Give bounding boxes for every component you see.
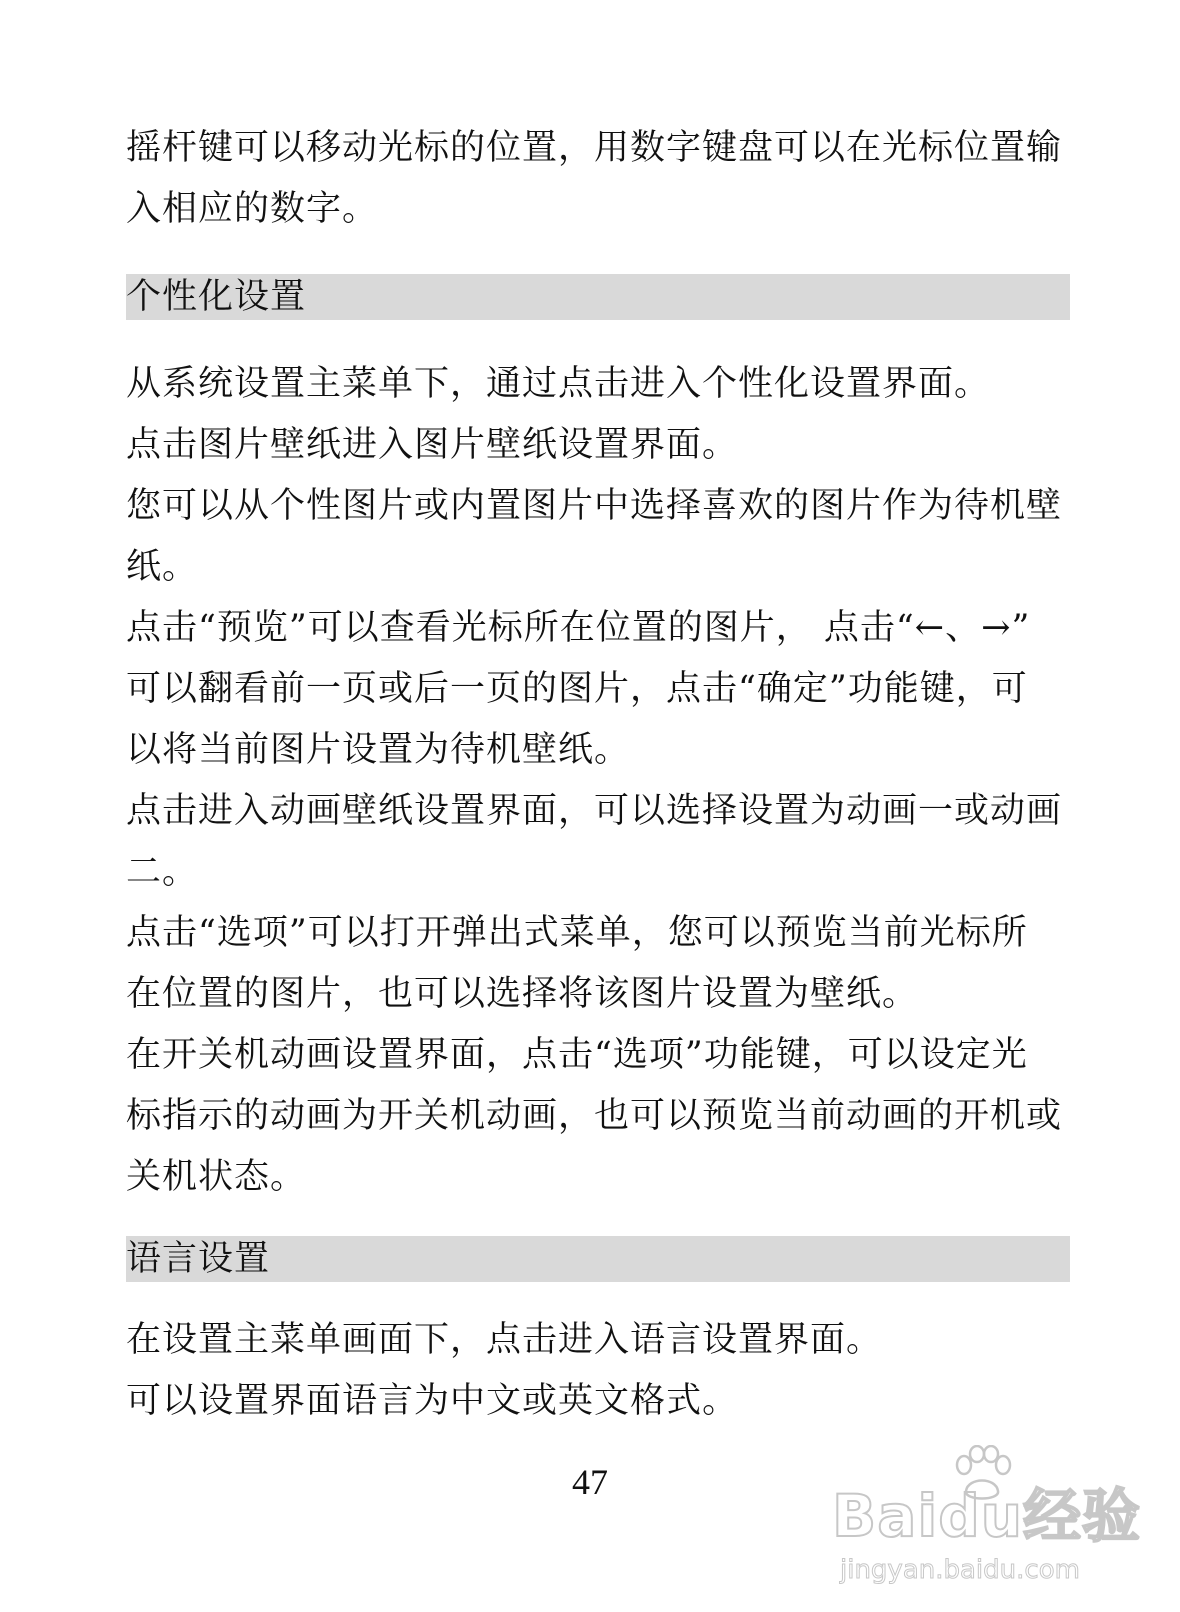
section-heading-personalization: 个性化设置 xyxy=(126,274,1070,320)
section1-line-12: 在开关机动画设置界面，点击“选项”功能键，可以设定光 xyxy=(126,1035,1028,1075)
section1-line-4: 纸。 xyxy=(126,547,199,587)
section1-line-8: 点击进入动画壁纸设置界面，可以选择设置为动画一或动画 xyxy=(126,791,1063,831)
intro-line-2: 入相应的数字。 xyxy=(126,189,379,229)
section-heading-language: 语言设置 xyxy=(126,1236,1070,1282)
section1-line-9: 二。 xyxy=(126,852,199,892)
section2-line-2-post: 格式。 xyxy=(630,1381,739,1421)
section1-line-3: 您可以从个性图片或内置图片中选择喜欢的图片作为待机壁 xyxy=(126,486,1063,526)
section1-line-10: 点击“选项”可以打开弹出式菜单，您可以预览当前光标所 xyxy=(126,913,1028,953)
section2-line-2 xyxy=(126,1371,1070,1432)
section1-line-13: 标指示的动画为开关机动画，也可以预览当前动画的开机或 xyxy=(126,1096,1063,1136)
section1-line-14: 关机状态。 xyxy=(126,1157,307,1197)
watermark-logo: Baidu经验 xyxy=(832,1482,1142,1550)
section1-line-11: 在位置的图片，也可以选择将该图片设置为壁纸。 xyxy=(126,974,919,1014)
section2-line-2-pre: 可以设置界面语言为 xyxy=(126,1381,451,1421)
section2-line-1: 在设置主菜单画面下，点击进入语言设置界面。 xyxy=(126,1320,883,1360)
language-option-english: 英文 xyxy=(558,1381,631,1421)
watermark-url: jingyan.baidu.com xyxy=(840,1555,1080,1585)
section1-line-6: 可以翻看前一页或后一页的图片，点击“确定”功能键，可 xyxy=(126,669,1028,709)
section2-line-2-mid: 或 xyxy=(522,1381,559,1421)
baidu-watermark xyxy=(832,1445,1142,1595)
section1-line-7: 以将当前图片设置为待机壁纸。 xyxy=(126,730,631,770)
intro-line-1: 摇杆键可以移动光标的位置，用数字键盘可以在光标位置输 xyxy=(126,128,1063,168)
section1-line-5: 点击“预览”可以查看光标所在位置的图片， 点击“←、→” xyxy=(126,608,1031,648)
section1-line-2: 点击图片壁纸进入图片壁纸设置界面。 xyxy=(126,425,739,465)
language-option-chinese: 中文 xyxy=(450,1381,523,1421)
page-content xyxy=(126,118,1070,1432)
section1-line-1: 从系统设置主菜单下，通过点击进入个性化设置界面。 xyxy=(126,364,991,404)
page-number: 47 xyxy=(572,1462,608,1502)
